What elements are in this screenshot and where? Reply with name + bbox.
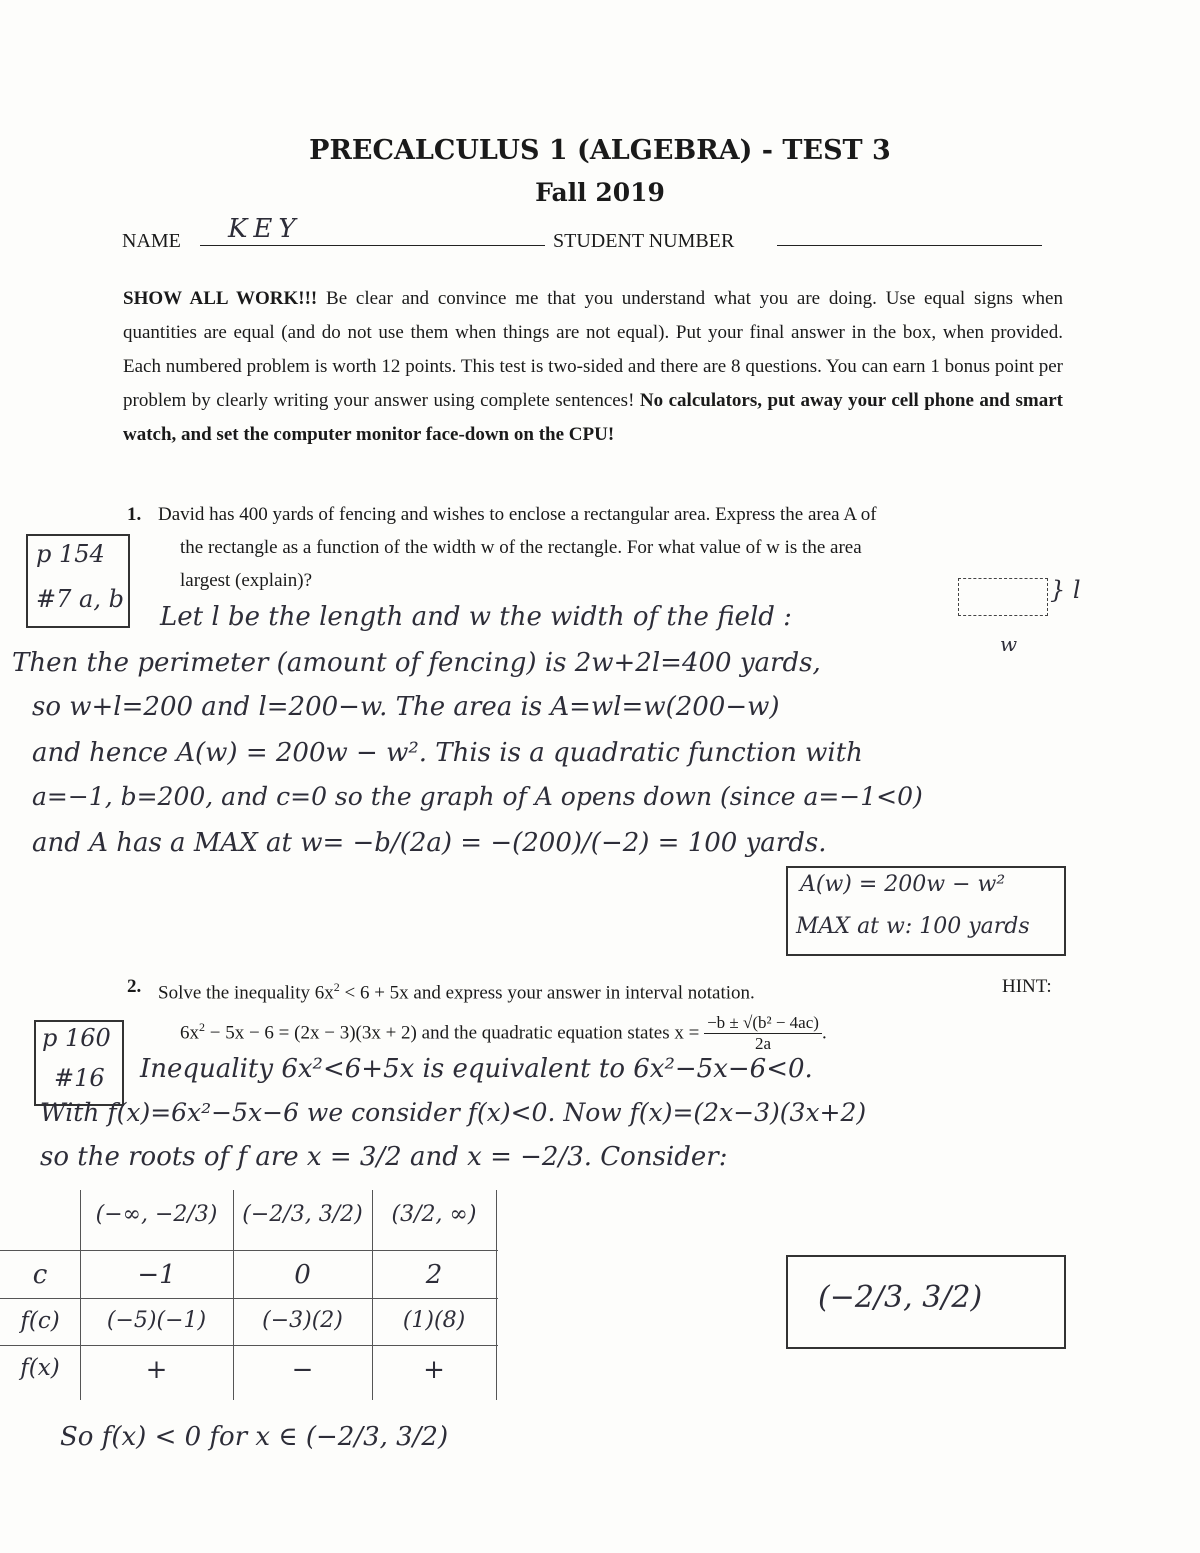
table-row-fc-label: f(c) [20,1308,60,1334]
problem-2-work-line2: With f(x)=6x²−5x−6 we consider f(x)<0. Now f(x)=(2x−3)(3x+2) [40,1098,867,1127]
name-label: NAME [122,230,181,252]
table-row-fx-1: + [145,1355,168,1385]
table-row-c-2: 0 [294,1260,311,1290]
problem-1-answer-line2: MAX at w: 100 yards [796,914,1030,939]
field-rectangle-sketch [958,578,1048,616]
problem-1-text-line1: David has 400 yards of fencing and wishes to enclose a rectangular area. Express the area A of [158,504,877,525]
problem-2-work-line3: so the roots of f are x = 3/2 and x = −2/3. Consider: [40,1142,728,1172]
problem-2-reference-page: p 160 [42,1024,111,1052]
problem-2-work-line1: Inequality 6x²<6+5x is equivalent to 6x²−5x−6<0. [140,1054,813,1084]
table-row-c-label: c [32,1260,48,1290]
student-number-line [777,245,1042,246]
problem-1-text-line2: the rectangle as a function of the width w of the rectangle. For what value of w is the area [180,537,862,558]
student-number-label: STUDENT NUMBER [553,230,735,252]
instructions-bold-tail: No calculators, put away your cell phone and smart watch, and set the computer monitor face-down on the CPU! [123,390,1063,445]
test-term: Fall 2019 [535,178,665,207]
table-row-fx-2: − [291,1355,314,1385]
problem-1-work-line3: so w+l=200 and l=200−w. The area is A=wl=w(200−w) [32,692,780,722]
problem-1-work-line4: and hence A(w) = 200w − w². This is a quadratic function with [32,738,863,768]
problem-1-work-line2: Then the perimeter (amount of fencing) is 2w+2l=400 yards, [12,648,821,678]
problem-1-text-line3: largest (explain)? [180,570,313,591]
quadratic-formula: $\frac{\text{−b ± √(b² − 4ac)}}{2a}$ [704,1013,822,1054]
problem-2-conclusion: So f(x) < 0 for x ∈ (−2/3, 3/2) [60,1422,449,1452]
instructions-lead: SHOW ALL WORK!!! [123,288,318,309]
name-line [200,245,545,246]
table-row-c-1: −1 [137,1260,176,1290]
instructions [123,282,1063,452]
problem-1-work-line1: Let l be the length and w the width of the field : [160,602,792,632]
name-value: KEY [228,214,302,244]
test-title: PRECALCULUS 1 (ALGEBRA) - TEST 3 [309,135,891,166]
problem-1-work-line6: and A has a MAX at w= −b/(2a) = −(200)/(−2) = 100 yards. [32,828,827,858]
table-header-interval-3: (3/2, ∞) [391,1202,477,1227]
problem-2-number: 2. [127,976,142,997]
table-header-interval-1: (−∞, −2/3) [95,1202,218,1227]
field-sketch-length-label: } l [1050,576,1081,604]
problem-2-hint-label: HINT: [1002,976,1052,997]
sign-table [0,1190,500,1400]
problem-1-reference-page: p 154 [36,540,105,568]
problem-2-reference-exercise: #16 [54,1064,105,1092]
problem-1-answer-line1: A(w) = 200w − w² [800,872,1006,897]
problem-2-text: Solve the inequality $6x^2 < 6 + 5x$ and express your answer in interval notation. [158,980,755,1004]
table-row-fx-3: + [423,1355,445,1385]
problem-1-work-line5: a=−1, b=200, and c=0 so the graph of A opens down (since a=−1<0) [32,782,923,811]
table-row-fc-1: (−5)(−1) [106,1308,207,1333]
table-header-interval-2: (−2/3, 3/2) [242,1202,363,1227]
table-row-fc-2: (−3)(2) [262,1308,343,1333]
problem-1-reference-exercise: #7 a, b [36,585,124,613]
table-row-c-3: 2 [425,1260,443,1290]
problem-1-number: 1. [127,504,142,525]
field-sketch-width-label: w [1000,632,1018,656]
table-row-fx-label: f(x) [20,1355,60,1381]
problem-2-hint: $6x^2 - 5x - 6 = (2x - 3)(3x + 2)$ and the quadratic equation states x = $\frac{\text{−b ± √(b² − 4ac)}}{2a}$ . [180,1013,827,1054]
instructions-body: Be clear and convince me that you understand what you are doing. Use equal signs when quantities are equal (and do not use them when things are not equal). Put your final answer in the box, when provided. Each numbered problem is worth 12 points. This test is two-sided and there are 8 questions. You can earn 1 bonus point per problem by clearly writing your answer using complete sentences! [123,288,1063,411]
table-row-fc-3: (1)(8) [402,1308,466,1333]
problem-2-answer: (−2/3, 3/2) [818,1280,983,1315]
